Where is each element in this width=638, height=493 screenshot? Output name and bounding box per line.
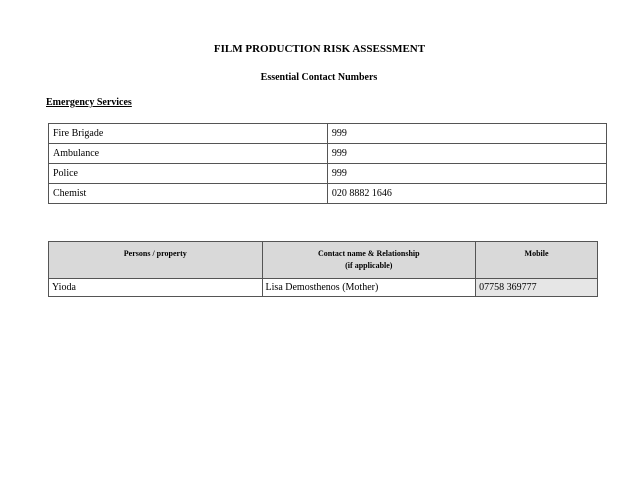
contact-cell: Lisa Demosthenos (Mother)	[262, 279, 476, 297]
service-cell: Fire Brigade	[49, 124, 328, 144]
document-subtitle	[0, 72, 638, 83]
table-row	[49, 279, 598, 297]
person-cell: Yioda	[49, 279, 263, 297]
document-subtitle-text: Essential Contact Numbers	[260, 72, 378, 83]
service-cell: Chemist	[49, 184, 328, 204]
service-cell: Police	[49, 164, 328, 184]
number-cell: 999	[327, 124, 606, 144]
mobile-cell: 07758 369777	[476, 279, 598, 297]
number-cell: 020 8882 1646	[327, 184, 606, 204]
table-row	[49, 124, 607, 144]
emergency-services-table	[48, 123, 607, 204]
table-row	[49, 164, 607, 184]
contact-header-line2: (if applicable)	[345, 261, 393, 270]
table-row	[49, 184, 607, 204]
service-cell: Ambulance	[49, 144, 328, 164]
number-cell: 999	[327, 164, 606, 184]
number-cell: 999	[327, 144, 606, 164]
contact-header-line1: Contact name & Relationship	[318, 249, 420, 258]
contact-header	[262, 242, 476, 279]
persons-header: Persons / property	[49, 242, 263, 279]
table-header-row	[49, 242, 598, 279]
document-title-text: FILM PRODUCTION RISK ASSESSMENT	[213, 43, 426, 55]
emergency-services-heading: Emergency Services	[46, 97, 132, 108]
table-row	[49, 144, 607, 164]
document-title	[0, 43, 638, 55]
contacts-table	[48, 241, 598, 297]
mobile-header: Mobile	[476, 242, 598, 279]
